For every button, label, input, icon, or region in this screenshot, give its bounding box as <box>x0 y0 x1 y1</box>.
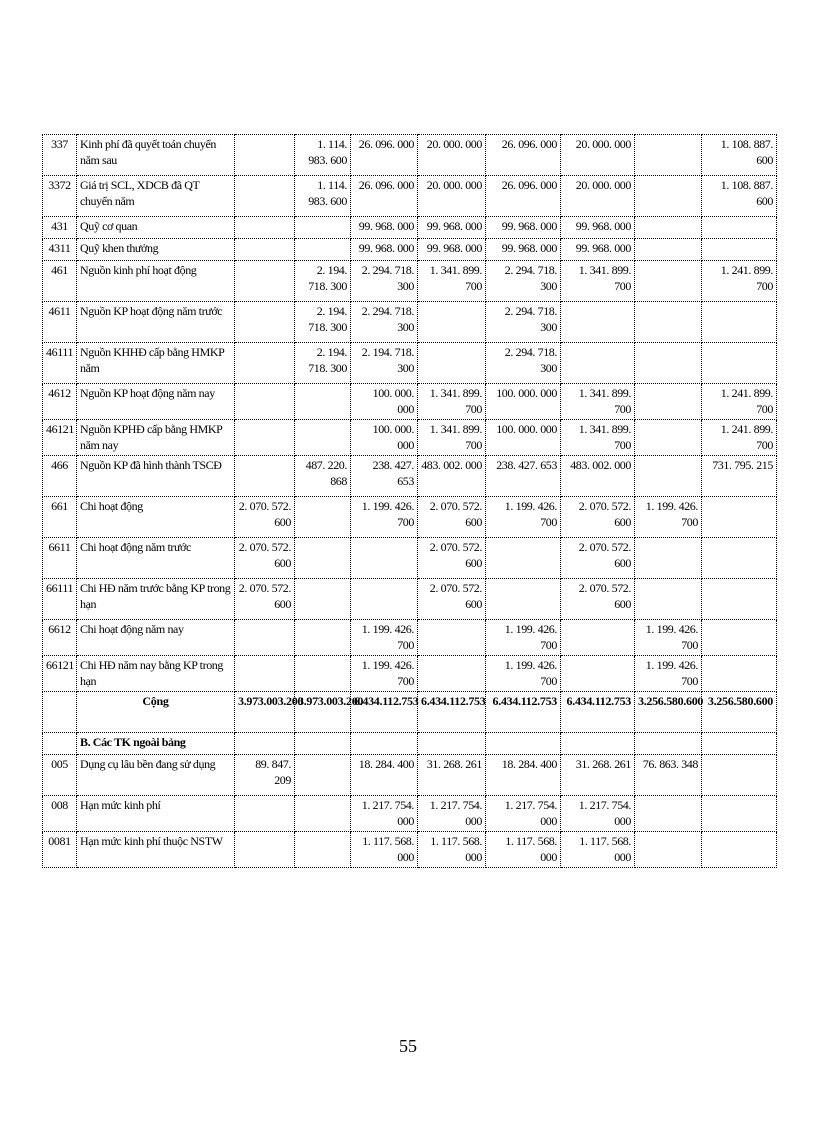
account-code: 4612 <box>43 384 77 420</box>
account-code: 005 <box>43 755 77 796</box>
col-7-value <box>635 135 702 176</box>
total-col-8: 3.256.580.600 <box>702 692 777 733</box>
col-8-value <box>702 497 777 538</box>
account-name: Nguồn KHHĐ cấp bằng HMKP năm <box>77 343 235 384</box>
account-name: Nguồn KP đã hình thành TSCĐ <box>77 456 235 497</box>
table-row <box>43 456 777 497</box>
account-code: 66111 <box>43 579 77 620</box>
table-row <box>43 176 777 217</box>
table-row <box>43 261 777 302</box>
col-7-value <box>635 456 702 497</box>
account-name: Chi hoạt động năm trước <box>77 538 235 579</box>
col-3-value: 2. 294. 718. 300 <box>351 302 418 343</box>
col-3-value: 100. 000. 000 <box>351 420 418 456</box>
col-3-value: 238. 427. 653 <box>351 456 418 497</box>
col-3-value: 1. 199. 426. 700 <box>351 497 418 538</box>
col-1-value: 89. 847. 209 <box>235 755 295 796</box>
table-row <box>43 620 777 656</box>
col-4-value: 1. 117. 568. 000 <box>418 832 486 868</box>
table-row <box>43 135 777 176</box>
col-2-value <box>295 239 351 261</box>
col-2-value <box>295 796 351 832</box>
account-name: Kinh phí đã quyết toán chuyển năm sau <box>77 135 235 176</box>
col-6-value <box>561 302 635 343</box>
col-8-value: 1. 241. 899. 700 <box>702 420 777 456</box>
col-4-value <box>418 620 486 656</box>
account-code: 008 <box>43 796 77 832</box>
table-row <box>43 497 777 538</box>
col-1-value <box>235 456 295 497</box>
col-4-value: 2. 070. 572. 600 <box>418 579 486 620</box>
account-code: 461 <box>43 261 77 302</box>
account-name: Quỹ cơ quan <box>77 217 235 239</box>
col-5-value: 2. 294. 718. 300 <box>486 343 561 384</box>
col-3-value: 2. 294. 718. 300 <box>351 261 418 302</box>
col-7-value: 1. 199. 426. 700 <box>635 620 702 656</box>
total-col-4: 6.434.112.753 <box>418 692 486 733</box>
col-5-value: 99. 968. 000 <box>486 217 561 239</box>
table-row <box>43 239 777 261</box>
account-code: 4611 <box>43 302 77 343</box>
col-6-value: 2. 070. 572. 600 <box>561 579 635 620</box>
col-2-value: 2. 194. 718. 300 <box>295 343 351 384</box>
col-2-value <box>295 420 351 456</box>
col-1-value <box>235 796 295 832</box>
account-code: 3372 <box>43 176 77 217</box>
col-8-value <box>702 538 777 579</box>
col-3-value: 99. 968. 000 <box>351 239 418 261</box>
table-row <box>43 302 777 343</box>
col-8-value <box>702 832 777 868</box>
col-3-value <box>351 538 418 579</box>
col-4-value: 1. 341. 899. 700 <box>418 420 486 456</box>
col-8-value <box>702 239 777 261</box>
col-1-value <box>235 620 295 656</box>
col-6-value <box>561 620 635 656</box>
col-8-value <box>702 579 777 620</box>
col-3-value: 100. 000. 000 <box>351 384 418 420</box>
table-row <box>43 579 777 620</box>
col-1-value <box>235 176 295 217</box>
col-8-value: 1. 108. 887. 600 <box>702 135 777 176</box>
table-row <box>43 755 777 796</box>
col-5-value: 26. 096. 000 <box>486 135 561 176</box>
col-6-value: 31. 268. 261 <box>561 755 635 796</box>
col-2-value <box>295 384 351 420</box>
col-2-value <box>295 579 351 620</box>
col-7-value <box>635 796 702 832</box>
table-row <box>43 832 777 868</box>
col-8-value <box>702 302 777 343</box>
col-7-value <box>635 384 702 420</box>
col-7-value <box>635 239 702 261</box>
col-8-value <box>702 656 777 692</box>
account-code: 431 <box>43 217 77 239</box>
account-code: 661 <box>43 497 77 538</box>
col-4-value: 2. 070. 572. 600 <box>418 497 486 538</box>
account-code: 46111 <box>43 343 77 384</box>
account-code: 337 <box>43 135 77 176</box>
col-1-value <box>235 217 295 239</box>
table-row <box>43 343 777 384</box>
account-code: 0081 <box>43 832 77 868</box>
col-5-value: 1. 199. 426. 700 <box>486 497 561 538</box>
col-1-value <box>235 239 295 261</box>
col-4-value <box>418 343 486 384</box>
total-col-7: 3.256.580.600 <box>635 692 702 733</box>
col-1-value <box>235 420 295 456</box>
col-6-value: 99. 968. 000 <box>561 217 635 239</box>
col-6-value <box>561 656 635 692</box>
total-code-cell <box>43 692 77 733</box>
col-2-value <box>295 832 351 868</box>
col-2-value: 1. 114. 983. 600 <box>295 135 351 176</box>
account-code: 6612 <box>43 620 77 656</box>
col-1-value <box>235 384 295 420</box>
account-name: Nguồn KP hoạt động năm nay <box>77 384 235 420</box>
col-2-value: 1. 114. 983. 600 <box>295 176 351 217</box>
account-rows <box>43 135 777 692</box>
col-2-value <box>295 497 351 538</box>
col-5-value: 100. 000. 000 <box>486 420 561 456</box>
col-5-value: 2. 294. 718. 300 <box>486 302 561 343</box>
col-7-value: 1. 199. 426. 700 <box>635 497 702 538</box>
account-name: Chi HĐ năm trước bằng KP trong hạn <box>77 579 235 620</box>
col-7-value <box>635 176 702 217</box>
col-7-value <box>635 538 702 579</box>
col-1-value: 2. 070. 572. 600 <box>235 538 295 579</box>
col-3-value: 1. 217. 754. 000 <box>351 796 418 832</box>
col-5-value: 100. 000. 000 <box>486 384 561 420</box>
col-4-value: 1. 341. 899. 700 <box>418 384 486 420</box>
col-5-value: 99. 968. 000 <box>486 239 561 261</box>
table-row <box>43 656 777 692</box>
col-2-value: 2. 194. 718. 300 <box>295 261 351 302</box>
col-4-value <box>418 302 486 343</box>
col-3-value: 2. 194. 718. 300 <box>351 343 418 384</box>
account-name: Hạn mức kinh phí thuộc NSTW <box>77 832 235 868</box>
col-3-value: 1. 199. 426. 700 <box>351 656 418 692</box>
account-name: Nguồn kinh phí hoạt động <box>77 261 235 302</box>
col-7-value <box>635 420 702 456</box>
col-8-value <box>702 796 777 832</box>
col-3-value: 99. 968. 000 <box>351 217 418 239</box>
table-row <box>43 217 777 239</box>
total-col-5: 6.434.112.753 <box>486 692 561 733</box>
col-3-value: 1. 199. 426. 700 <box>351 620 418 656</box>
account-name: Giá trị SCL, XDCB đã QT chuyển năm <box>77 176 235 217</box>
section-b-header-row <box>43 733 777 755</box>
account-name: Hạn mức kinh phí <box>77 796 235 832</box>
col-1-value: 2. 070. 572. 600 <box>235 579 295 620</box>
col-7-value <box>635 343 702 384</box>
col-6-value: 2. 070. 572. 600 <box>561 538 635 579</box>
col-8-value: 731. 795. 215 <box>702 456 777 497</box>
col-5-value <box>486 538 561 579</box>
col-8-value <box>702 620 777 656</box>
col-4-value: 20. 000. 000 <box>418 176 486 217</box>
section-b-label: B. Các TK ngoài bảng <box>77 733 235 755</box>
col-5-value <box>486 579 561 620</box>
col-1-value <box>235 832 295 868</box>
col-7-value: 1. 199. 426. 700 <box>635 656 702 692</box>
col-8-value: 1. 108. 887. 600 <box>702 176 777 217</box>
col-5-value: 18. 284. 400 <box>486 755 561 796</box>
col-3-value: 26. 096. 000 <box>351 176 418 217</box>
account-code: 46121 <box>43 420 77 456</box>
table-row <box>43 384 777 420</box>
col-6-value: 1. 341. 899. 700 <box>561 261 635 302</box>
col-2-value <box>295 538 351 579</box>
total-col-6: 6.434.112.753 <box>561 692 635 733</box>
col-6-value: 99. 968. 000 <box>561 239 635 261</box>
col-6-value: 1. 341. 899. 700 <box>561 384 635 420</box>
account-code: 466 <box>43 456 77 497</box>
col-7-value <box>635 261 702 302</box>
offbalance-account-rows <box>43 755 777 868</box>
col-6-value: 20. 000. 000 <box>561 176 635 217</box>
total-label: Cộng <box>77 692 235 733</box>
account-name: Chi hoạt động <box>77 497 235 538</box>
col-6-value: 1. 341. 899. 700 <box>561 420 635 456</box>
col-7-value <box>635 302 702 343</box>
col-6-value: 20. 000. 000 <box>561 135 635 176</box>
col-2-value: 487. 220. 868 <box>295 456 351 497</box>
col-2-value <box>295 755 351 796</box>
col-7-value <box>635 217 702 239</box>
col-6-value <box>561 343 635 384</box>
col-3-value: 26. 096. 000 <box>351 135 418 176</box>
col-5-value: 1. 199. 426. 700 <box>486 620 561 656</box>
col-8-value: 1. 241. 899. 700 <box>702 384 777 420</box>
col-5-value: 26. 096. 000 <box>486 176 561 217</box>
col-7-value <box>635 832 702 868</box>
col-3-value <box>351 579 418 620</box>
account-name: Quỹ khen thưởng <box>77 239 235 261</box>
col-2-value <box>295 656 351 692</box>
col-6-value: 483. 002. 000 <box>561 456 635 497</box>
col-1-value <box>235 261 295 302</box>
col-5-value: 1. 117. 568. 000 <box>486 832 561 868</box>
col-2-value <box>295 620 351 656</box>
col-1-value <box>235 656 295 692</box>
col-5-value: 1. 199. 426. 700 <box>486 656 561 692</box>
col-8-value <box>702 343 777 384</box>
table-row <box>43 538 777 579</box>
col-5-value: 2. 294. 718. 300 <box>486 261 561 302</box>
col-5-value: 238. 427. 653 <box>486 456 561 497</box>
total-section <box>43 692 777 755</box>
col-2-value <box>295 217 351 239</box>
col-1-value <box>235 343 295 384</box>
col-7-value: 76. 863. 348 <box>635 755 702 796</box>
account-name: Chi HĐ năm nay bằng KP trong hạn <box>77 656 235 692</box>
col-2-value: 2. 194. 718. 300 <box>295 302 351 343</box>
col-6-value: 1. 117. 568. 000 <box>561 832 635 868</box>
page-number: 55 <box>399 1036 417 1056</box>
account-name: Nguồn KP hoạt động năm trước <box>77 302 235 343</box>
col-1-value: 2. 070. 572. 600 <box>235 497 295 538</box>
account-code: 4311 <box>43 239 77 261</box>
col-5-value: 1. 217. 754. 000 <box>486 796 561 832</box>
account-name: Dụng cụ lâu bền đang sử dụng <box>77 755 235 796</box>
account-balance-table <box>42 134 777 868</box>
col-8-value <box>702 217 777 239</box>
table-row <box>43 796 777 832</box>
total-col-1: 3.973.003.200 <box>235 692 295 733</box>
col-8-value: 1. 241. 899. 700 <box>702 261 777 302</box>
total-col-2: 3.973.003.200 <box>295 692 351 733</box>
col-4-value: 99. 968. 000 <box>418 217 486 239</box>
account-name: Chi hoạt động năm nay <box>77 620 235 656</box>
total-col-3: 6.434.112.753 <box>351 692 418 733</box>
col-6-value: 2. 070. 572. 600 <box>561 497 635 538</box>
table-row <box>43 420 777 456</box>
col-6-value: 1. 217. 754. 000 <box>561 796 635 832</box>
col-8-value <box>702 755 777 796</box>
col-4-value: 31. 268. 261 <box>418 755 486 796</box>
col-4-value: 1. 217. 754. 000 <box>418 796 486 832</box>
col-4-value: 483. 002. 000 <box>418 456 486 497</box>
col-4-value <box>418 656 486 692</box>
section-b-code-cell <box>43 733 77 755</box>
total-row <box>43 692 777 733</box>
col-4-value: 20. 000. 000 <box>418 135 486 176</box>
col-1-value <box>235 135 295 176</box>
col-1-value <box>235 302 295 343</box>
account-name: Nguồn KPHĐ cấp bằng HMKP năm nay <box>77 420 235 456</box>
col-3-value: 18. 284. 400 <box>351 755 418 796</box>
account-code: 66121 <box>43 656 77 692</box>
account-code: 6611 <box>43 538 77 579</box>
col-7-value <box>635 579 702 620</box>
col-4-value: 2. 070. 572. 600 <box>418 538 486 579</box>
col-3-value: 1. 117. 568. 000 <box>351 832 418 868</box>
col-4-value: 99. 968. 000 <box>418 239 486 261</box>
col-4-value: 1. 341. 899. 700 <box>418 261 486 302</box>
